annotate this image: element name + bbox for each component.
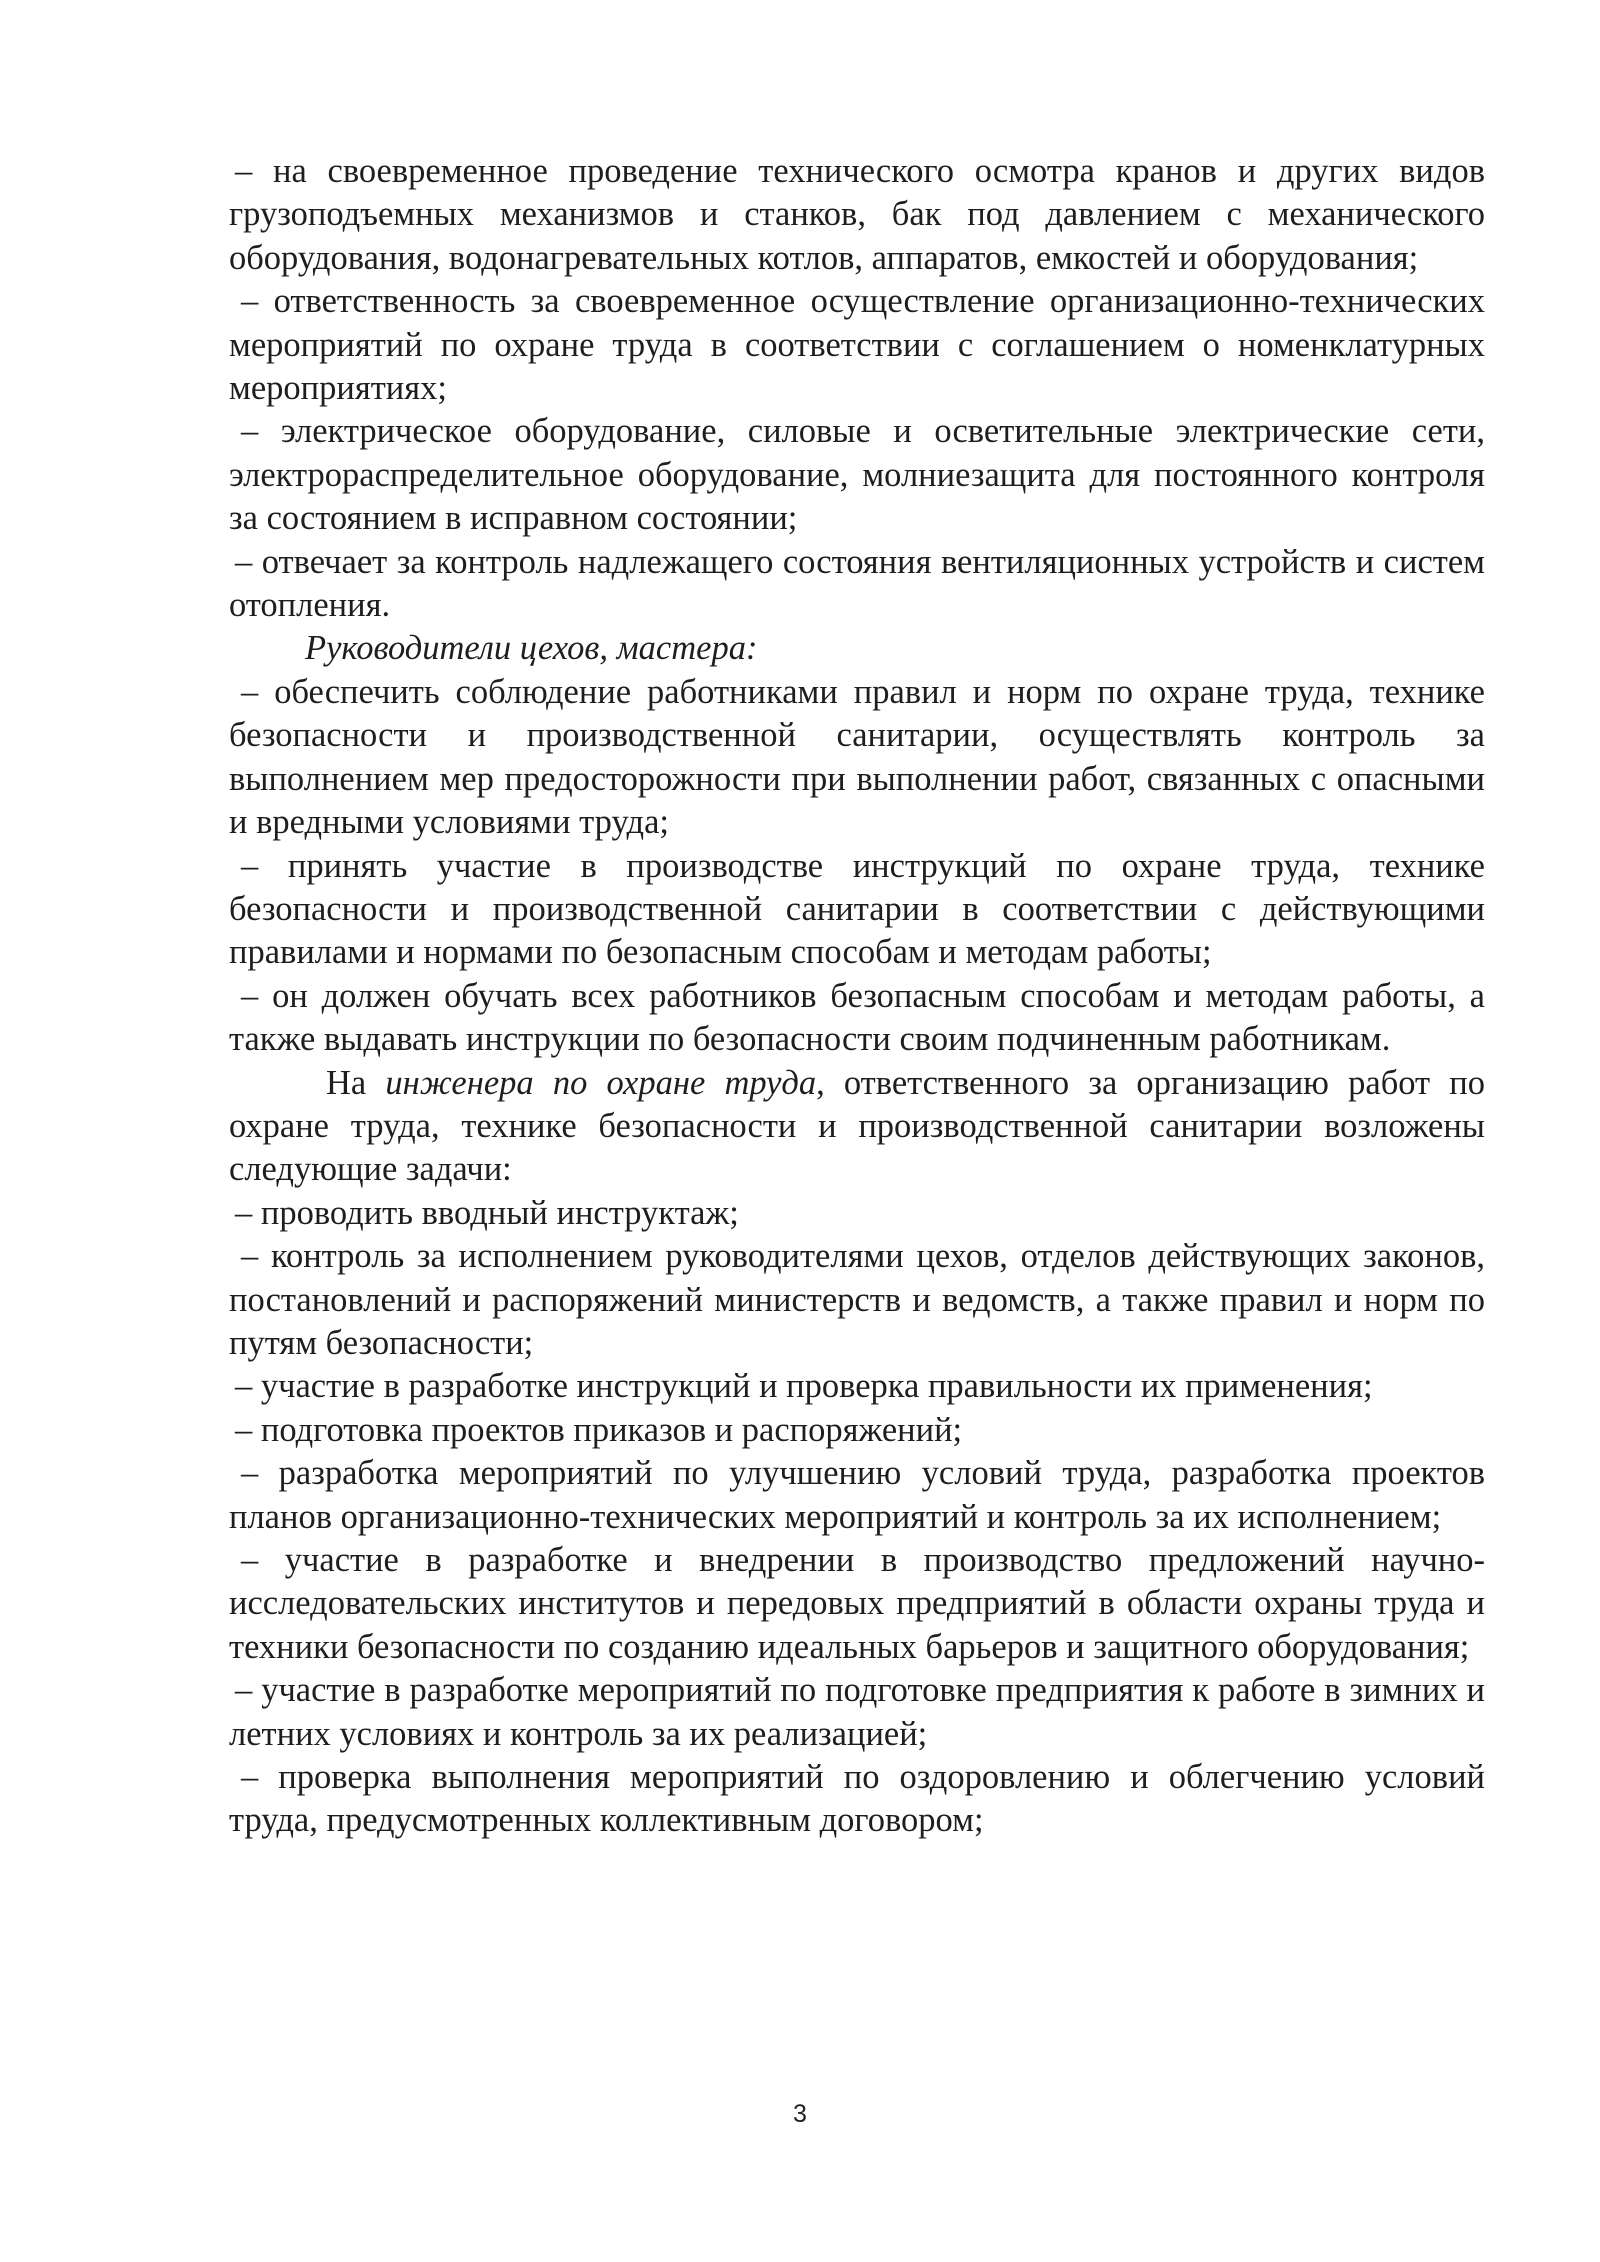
list-item: – участие в разработке мероприятий по подготовке предприятия к работе в зимних и летних условиях и контроль за их реализацией; (229, 1671, 1485, 1753)
paragraph-technical-inspection: – на своевременное проведение технического осмотра кранов и других видов грузоподъемных механизмов и станков, бак под давлением с механического оборудования, водонагревательных котлов, аппаратов, емкостей и оборудования; (229, 152, 1485, 277)
engineer-intro-before: На (326, 1063, 386, 1102)
section-heading-foremen: Руководители цехов, мастера: (305, 629, 758, 668)
page-number: 3 (793, 2100, 807, 2128)
list-item: – участие в разработке и внедрении в производство предложений научно-исследовательских институтов и передовых предприятий в области охраны труда и техники безопасности по созданию идеальных барьеров и защитного оборудования; (229, 1541, 1485, 1666)
engineer-intro-italic: инженера по охране труда (385, 1063, 817, 1102)
list-item: – он должен обучать всех работников безопасным способам и методам работы, а также выдавать инструкции по безопасности своим подчиненным работникам. (229, 976, 1485, 1059)
engineer-intro-paragraph (229, 1062, 1485, 1192)
list-item: – участие в разработке инструкций и проверка правильности их применения; (235, 1367, 1373, 1406)
paragraph-responsibility-measures: – ответственность за своевременное осуществление организационно-технических мероприятий по охране труда в соответствии с соглашением о номенклатурных мероприятиях; (229, 282, 1485, 408)
list-item: – подготовка проектов приказов и распоряжений; (235, 1410, 963, 1449)
list-item: – проверка выполнения мероприятий по оздоровлению и облегчению условий труда, предусмотренных коллективным договором; (229, 1758, 1485, 1840)
paragraph-ventilation-control: – отвечает за контроль надлежащего состояния вентиляционных устройств и систем отопления. (229, 542, 1485, 625)
list-item: – контроль за исполнением руководителями цехов, отделов действующих законов, постановлений и распоряжений министерств и ведомств, а также правил и норм по путям безопасности; (229, 1237, 1485, 1362)
list-item: – принять участие в производстве инструкций по охране труда, технике безопасности и производственной санитарии в соответствии с действующими правилами и нормами по безопасным способам и методам работы; (229, 846, 1485, 972)
engineer-intro-after: , ответственного за организацию работ по охране труда, технике безопасности и производственной санитарии возложены следующие задачи: (229, 1063, 1485, 1189)
list-item: – обеспечить соблюдение работниками правил и норм по охране труда, технике безопасности и производственной санитарии, осуществлять контроль за выполнением мер предосторожности при выполнении работ, связанных с опасными и вредными условиями труда; (229, 672, 1485, 842)
page-body (229, 150, 1485, 1843)
paragraph-electrical-equipment: – электрическое оборудование, силовые и осветительные электрические сети, электрораспределительное оборудование, молниезащита для постоянного контроля за состоянием в исправном состоянии; (229, 412, 1485, 538)
list-item: – проводить вводный инструктаж; (235, 1193, 739, 1232)
list-item: – разработка мероприятий по улучшению условий труда, разработка проектов планов организационно-технических мероприятий и контроль за их исполнением; (229, 1454, 1485, 1536)
